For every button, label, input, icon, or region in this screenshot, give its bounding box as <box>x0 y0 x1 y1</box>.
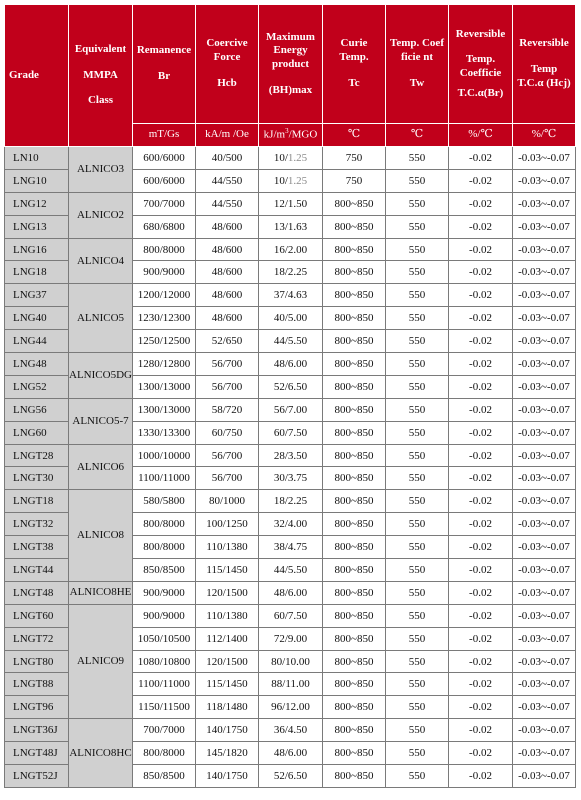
cell-reversible-hcj: -0.03~-0.07 <box>513 398 576 421</box>
cell-reversible-hcj: -0.03~-0.07 <box>513 536 576 559</box>
cell-tempcoef: 550 <box>386 192 449 215</box>
cell-tempcoef: 550 <box>386 421 449 444</box>
cell-tempcoef: 550 <box>386 490 449 513</box>
header-remanence: Remanence Br <box>133 5 196 124</box>
cell-curie: 800~850 <box>323 765 386 788</box>
unit-energy: $kJ/m^3$/MGO <box>259 124 323 147</box>
cell-grade: LNGT60 <box>5 604 69 627</box>
cell-remanence: 900/9000 <box>133 604 196 627</box>
header-row <box>5 5 576 124</box>
cell-reversible-br: -0.02 <box>449 375 513 398</box>
cell-tempcoef: 550 <box>386 513 449 536</box>
cell-curie: 800~850 <box>323 375 386 398</box>
cell-remanence: 1280/12800 <box>133 353 196 376</box>
cell-reversible-hcj: -0.03~-0.07 <box>513 673 576 696</box>
cell-energy: 28/3.50 <box>259 444 323 467</box>
cell-reversible-hcj: -0.03~-0.07 <box>513 330 576 353</box>
cell-reversible-br: -0.02 <box>449 261 513 284</box>
cell-remanence: 800/8000 <box>133 536 196 559</box>
cell-energy: 16/2.00 <box>259 238 323 261</box>
cell-grade: LNG44 <box>5 330 69 353</box>
header-reversible-hcj: Reversible Temp T.C.α (Hcj) <box>513 5 576 124</box>
cell-equivalent: ALNICO8HE <box>69 581 133 604</box>
cell-reversible-hcj: -0.03~-0.07 <box>513 421 576 444</box>
cell-reversible-br: -0.02 <box>449 215 513 238</box>
cell-curie: 800~850 <box>323 604 386 627</box>
cell-grade: LNG10 <box>5 169 69 192</box>
cell-reversible-br: -0.02 <box>449 398 513 421</box>
cell-reversible-hcj: -0.03~-0.07 <box>513 238 576 261</box>
cell-curie: 800~850 <box>323 330 386 353</box>
cell-remanence: 600/6000 <box>133 169 196 192</box>
cell-reversible-hcj: -0.03~-0.07 <box>513 559 576 582</box>
cell-curie: 800~850 <box>323 696 386 719</box>
cell-tempcoef: 550 <box>386 559 449 582</box>
table-row <box>5 238 576 261</box>
cell-reversible-br: -0.02 <box>449 192 513 215</box>
cell-tempcoef: 550 <box>386 307 449 330</box>
header-temp-coefficient: Temp. Coefficie nt Tw <box>386 5 449 124</box>
cell-remanence: 1230/12300 <box>133 307 196 330</box>
cell-coercive: 110/1380 <box>196 536 259 559</box>
cell-remanence: 580/5800 <box>133 490 196 513</box>
cell-energy: 48/6.00 <box>259 581 323 604</box>
cell-reversible-br: -0.02 <box>449 673 513 696</box>
cell-energy: 60/7.50 <box>259 604 323 627</box>
cell-grade: LNGT88 <box>5 673 69 696</box>
cell-reversible-br: -0.02 <box>449 467 513 490</box>
energy-mgo-value: 1.25 <box>287 151 308 164</box>
cell-tempcoef: 550 <box>386 444 449 467</box>
cell-remanence: 800/8000 <box>133 742 196 765</box>
cell-coercive: 44/550 <box>196 192 259 215</box>
cell-tempcoef: 550 <box>386 375 449 398</box>
cell-coercive: 48/600 <box>196 215 259 238</box>
cell-grade: LN10 <box>5 147 69 170</box>
cell-curie: 800~850 <box>323 215 386 238</box>
cell-coercive: 140/1750 <box>196 719 259 742</box>
cell-curie: 800~850 <box>323 284 386 307</box>
cell-equivalent: ALNICO5 <box>69 284 133 353</box>
cell-energy: 52/6.50 <box>259 375 323 398</box>
header-grade: Grade <box>5 5 69 147</box>
cell-energy: 13/1.63 <box>259 215 323 238</box>
cell-reversible-hcj: -0.03~-0.07 <box>513 581 576 604</box>
cell-grade: LNGT48J <box>5 742 69 765</box>
cell-tempcoef: 550 <box>386 398 449 421</box>
cell-grade: LNG16 <box>5 238 69 261</box>
cell-reversible-hcj: -0.03~-0.07 <box>513 742 576 765</box>
cell-energy: 80/10.00 <box>259 650 323 673</box>
cell-remanence: 1150/11500 <box>133 696 196 719</box>
cell-coercive: 56/700 <box>196 375 259 398</box>
cell-energy: 30/3.75 <box>259 467 323 490</box>
cell-curie: 800~850 <box>323 490 386 513</box>
unit-remanence: mT/Gs <box>133 124 196 147</box>
cell-coercive: 52/650 <box>196 330 259 353</box>
cell-grade: LNG52 <box>5 375 69 398</box>
table-body <box>5 147 576 788</box>
cell-reversible-hcj: -0.03~-0.07 <box>513 353 576 376</box>
cell-coercive: 120/1500 <box>196 650 259 673</box>
cell-tempcoef: 550 <box>386 719 449 742</box>
unit-curie: ℃ <box>323 124 386 147</box>
cell-reversible-br: -0.02 <box>449 490 513 513</box>
cell-curie: 800~850 <box>323 627 386 650</box>
cell-reversible-hcj: -0.03~-0.07 <box>513 627 576 650</box>
table-row <box>5 581 576 604</box>
energy-mgo-value: 1.25 <box>287 174 308 187</box>
cell-remanence: 700/7000 <box>133 719 196 742</box>
cell-reversible-br: -0.02 <box>449 719 513 742</box>
cell-curie: 800~850 <box>323 581 386 604</box>
cell-curie: 800~850 <box>323 421 386 444</box>
cell-reversible-br: -0.02 <box>449 169 513 192</box>
cell-remanence: 850/8500 <box>133 765 196 788</box>
cell-remanence: 1300/13000 <box>133 375 196 398</box>
cell-grade: LNGT18 <box>5 490 69 513</box>
cell-tempcoef: 550 <box>386 238 449 261</box>
cell-reversible-hcj: -0.03~-0.07 <box>513 375 576 398</box>
cell-grade: LNGT30 <box>5 467 69 490</box>
cell-equivalent: ALNICO9 <box>69 604 133 718</box>
cell-tempcoef: 550 <box>386 353 449 376</box>
cell-energy: 44/5.50 <box>259 330 323 353</box>
cell-coercive: 60/750 <box>196 421 259 444</box>
cell-reversible-br: -0.02 <box>449 696 513 719</box>
cell-reversible-hcj: -0.03~-0.07 <box>513 490 576 513</box>
cell-grade: LNGT38 <box>5 536 69 559</box>
energy-kj-value: 10/ <box>273 174 288 187</box>
cell-energy: 56/7.00 <box>259 398 323 421</box>
cell-remanence: 800/8000 <box>133 513 196 536</box>
cell-equivalent: ALNICO3 <box>69 147 133 193</box>
cell-coercive: 44/550 <box>196 169 259 192</box>
cell-curie: 800~850 <box>323 650 386 673</box>
cell-energy: 48/6.00 <box>259 353 323 376</box>
cell-equivalent: ALNICO2 <box>69 192 133 238</box>
table-row <box>5 604 576 627</box>
cell-tempcoef: 550 <box>386 650 449 673</box>
cell-reversible-br: -0.02 <box>449 284 513 307</box>
cell-reversible-hcj: -0.03~-0.07 <box>513 215 576 238</box>
cell-remanence: 1000/10000 <box>133 444 196 467</box>
cell-remanence: 1100/11000 <box>133 673 196 696</box>
cell-energy <box>259 147 323 170</box>
cell-grade: LNGT96 <box>5 696 69 719</box>
cell-reversible-br: -0.02 <box>449 627 513 650</box>
cell-remanence: 1100/11000 <box>133 467 196 490</box>
cell-remanence: 1080/10800 <box>133 650 196 673</box>
cell-reversible-br: -0.02 <box>449 353 513 376</box>
cell-energy: 44/5.50 <box>259 559 323 582</box>
cell-reversible-br: -0.02 <box>449 421 513 444</box>
cell-energy: 88/11.00 <box>259 673 323 696</box>
cell-reversible-br: -0.02 <box>449 307 513 330</box>
cell-reversible-br: -0.02 <box>449 536 513 559</box>
cell-energy: 52/6.50 <box>259 765 323 788</box>
cell-energy: 18/2.25 <box>259 261 323 284</box>
cell-grade: LNGT36J <box>5 719 69 742</box>
cell-grade: LNGT72 <box>5 627 69 650</box>
cell-coercive: 80/1000 <box>196 490 259 513</box>
cell-equivalent: ALNICO6 <box>69 444 133 490</box>
cell-reversible-br: -0.02 <box>449 238 513 261</box>
cell-coercive: 120/1500 <box>196 581 259 604</box>
cell-reversible-hcj: -0.03~-0.07 <box>513 650 576 673</box>
unit-coercive: kA/m /Oe <box>196 124 259 147</box>
cell-remanence: 850/8500 <box>133 559 196 582</box>
cell-reversible-hcj: -0.03~-0.07 <box>513 467 576 490</box>
cell-remanence: 1050/10500 <box>133 627 196 650</box>
cell-tempcoef: 550 <box>386 215 449 238</box>
cell-tempcoef: 550 <box>386 284 449 307</box>
cell-coercive: 115/1450 <box>196 673 259 696</box>
cell-remanence: 1330/13300 <box>133 421 196 444</box>
cell-curie: 800~850 <box>323 398 386 421</box>
table-row <box>5 444 576 467</box>
alnico-grade-table <box>4 4 576 788</box>
cell-tempcoef: 550 <box>386 742 449 765</box>
cell-remanence: 600/6000 <box>133 147 196 170</box>
unit-rev1: %/℃ <box>449 124 513 147</box>
cell-curie: 800~850 <box>323 536 386 559</box>
cell-curie: 800~850 <box>323 742 386 765</box>
header-reversible-br: Reversible Temp. Coefficie T.C.α(Br) <box>449 5 513 124</box>
cell-energy: 96/12.00 <box>259 696 323 719</box>
cell-reversible-br: -0.02 <box>449 444 513 467</box>
cell-coercive: 48/600 <box>196 238 259 261</box>
cell-equivalent: ALNICO8 <box>69 490 133 582</box>
cell-remanence: 1200/12000 <box>133 284 196 307</box>
header-equivalent: Equivalent MMPA Class <box>69 5 133 147</box>
cell-energy: 36/4.50 <box>259 719 323 742</box>
cell-tempcoef: 550 <box>386 536 449 559</box>
cell-coercive: 115/1450 <box>196 559 259 582</box>
cell-curie: 800~850 <box>323 719 386 742</box>
cell-grade: LNGT32 <box>5 513 69 536</box>
cell-remanence: 680/6800 <box>133 215 196 238</box>
cell-tempcoef: 550 <box>386 147 449 170</box>
table-row <box>5 192 576 215</box>
cell-energy <box>259 169 323 192</box>
cell-grade: LNG40 <box>5 307 69 330</box>
cell-curie: 800~850 <box>323 444 386 467</box>
cell-coercive: 56/700 <box>196 467 259 490</box>
cell-remanence: 1250/12500 <box>133 330 196 353</box>
cell-coercive: 56/700 <box>196 444 259 467</box>
cell-grade: LNG12 <box>5 192 69 215</box>
cell-curie: 800~850 <box>323 559 386 582</box>
table-row <box>5 147 576 170</box>
cell-energy: 32/4.00 <box>259 513 323 536</box>
cell-tempcoef: 550 <box>386 169 449 192</box>
cell-energy: 18/2.25 <box>259 490 323 513</box>
cell-remanence: 800/8000 <box>133 238 196 261</box>
cell-equivalent: ALNICO5DG <box>69 353 133 399</box>
cell-curie: 800~850 <box>323 192 386 215</box>
cell-equivalent: ALNICO8HC <box>69 719 133 788</box>
table-row <box>5 719 576 742</box>
cell-reversible-hcj: -0.03~-0.07 <box>513 604 576 627</box>
cell-coercive: 48/600 <box>196 284 259 307</box>
cell-curie: 800~850 <box>323 238 386 261</box>
cell-coercive: 145/1820 <box>196 742 259 765</box>
cell-coercive: 100/1250 <box>196 513 259 536</box>
cell-reversible-hcj: -0.03~-0.07 <box>513 444 576 467</box>
cell-remanence: 1300/13000 <box>133 398 196 421</box>
cell-tempcoef: 550 <box>386 696 449 719</box>
cell-tempcoef: 550 <box>386 581 449 604</box>
cell-reversible-hcj: -0.03~-0.07 <box>513 261 576 284</box>
cell-tempcoef: 550 <box>386 261 449 284</box>
cell-grade: LNG18 <box>5 261 69 284</box>
unit-rev2: %/℃ <box>513 124 576 147</box>
cell-coercive: 58/720 <box>196 398 259 421</box>
table-row <box>5 353 576 376</box>
cell-tempcoef: 550 <box>386 627 449 650</box>
cell-reversible-hcj: -0.03~-0.07 <box>513 719 576 742</box>
cell-grade: LNGT80 <box>5 650 69 673</box>
cell-reversible-br: -0.02 <box>449 147 513 170</box>
cell-curie: 800~850 <box>323 261 386 284</box>
table-row <box>5 284 576 307</box>
cell-grade: LNGT28 <box>5 444 69 467</box>
cell-curie: 800~850 <box>323 353 386 376</box>
cell-tempcoef: 550 <box>386 765 449 788</box>
cell-curie: 750 <box>323 147 386 170</box>
cell-energy: 72/9.00 <box>259 627 323 650</box>
cell-tempcoef: 550 <box>386 467 449 490</box>
cell-curie: 800~850 <box>323 673 386 696</box>
cell-reversible-br: -0.02 <box>449 742 513 765</box>
cell-reversible-hcj: -0.03~-0.07 <box>513 147 576 170</box>
header-curie-temp: Curie Temp. Tc <box>323 5 386 124</box>
cell-equivalent: ALNICO5-7 <box>69 398 133 444</box>
header-coercive-force: Coercive Force Hcb <box>196 5 259 124</box>
cell-reversible-br: -0.02 <box>449 765 513 788</box>
cell-reversible-hcj: -0.03~-0.07 <box>513 307 576 330</box>
cell-grade: LNG48 <box>5 353 69 376</box>
cell-reversible-hcj: -0.03~-0.07 <box>513 696 576 719</box>
cell-reversible-br: -0.02 <box>449 604 513 627</box>
table-row <box>5 398 576 421</box>
cell-grade: LNGT44 <box>5 559 69 582</box>
cell-grade: LNG56 <box>5 398 69 421</box>
cell-energy: 40/5.00 <box>259 307 323 330</box>
cell-coercive: 40/500 <box>196 147 259 170</box>
cell-coercive: 110/1380 <box>196 604 259 627</box>
cell-reversible-hcj: -0.03~-0.07 <box>513 513 576 536</box>
cell-coercive: 48/600 <box>196 261 259 284</box>
cell-grade: LNGT52J <box>5 765 69 788</box>
cell-energy: 60/7.50 <box>259 421 323 444</box>
cell-tempcoef: 550 <box>386 330 449 353</box>
cell-curie: 750 <box>323 169 386 192</box>
cell-energy: 37/4.63 <box>259 284 323 307</box>
cell-reversible-hcj: -0.03~-0.07 <box>513 192 576 215</box>
unit-tempcoef: ℃ <box>386 124 449 147</box>
cell-grade: LNG13 <box>5 215 69 238</box>
cell-curie: 800~850 <box>323 307 386 330</box>
cell-tempcoef: 550 <box>386 604 449 627</box>
cell-coercive: 48/600 <box>196 307 259 330</box>
cell-reversible-hcj: -0.03~-0.07 <box>513 169 576 192</box>
cell-curie: 800~850 <box>323 513 386 536</box>
cell-reversible-br: -0.02 <box>449 330 513 353</box>
cell-coercive: 56/700 <box>196 353 259 376</box>
cell-tempcoef: 550 <box>386 673 449 696</box>
cell-reversible-br: -0.02 <box>449 559 513 582</box>
cell-energy: 12/1.50 <box>259 192 323 215</box>
table-row <box>5 490 576 513</box>
cell-reversible-hcj: -0.03~-0.07 <box>513 765 576 788</box>
cell-reversible-br: -0.02 <box>449 650 513 673</box>
cell-equivalent: ALNICO4 <box>69 238 133 284</box>
cell-coercive: 140/1750 <box>196 765 259 788</box>
cell-reversible-br: -0.02 <box>449 513 513 536</box>
cell-energy: 48/6.00 <box>259 742 323 765</box>
cell-reversible-br: -0.02 <box>449 581 513 604</box>
cell-coercive: 112/1400 <box>196 627 259 650</box>
alnico-grade-table-container <box>4 4 576 788</box>
cell-coercive: 118/1480 <box>196 696 259 719</box>
header-energy-product: Maximum Energy product (BH)max <box>259 5 323 124</box>
cell-reversible-hcj: -0.03~-0.07 <box>513 284 576 307</box>
cell-grade: LNG60 <box>5 421 69 444</box>
cell-remanence: 700/7000 <box>133 192 196 215</box>
energy-kj-value: 10/ <box>273 151 288 164</box>
cell-grade: LNGT48 <box>5 581 69 604</box>
cell-grade: LNG37 <box>5 284 69 307</box>
cell-curie: 800~850 <box>323 467 386 490</box>
cell-remanence: 900/9000 <box>133 581 196 604</box>
cell-energy: 38/4.75 <box>259 536 323 559</box>
cell-remanence: 900/9000 <box>133 261 196 284</box>
